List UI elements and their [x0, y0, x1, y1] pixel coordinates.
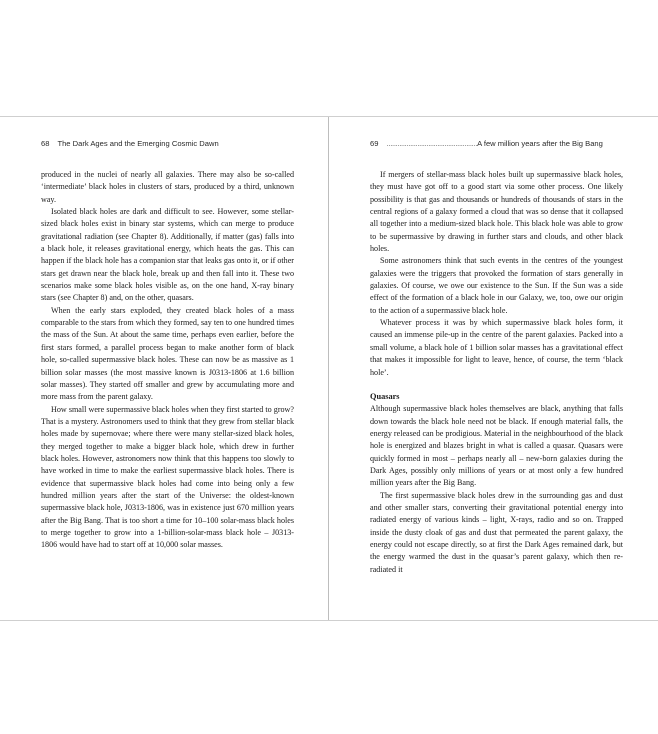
- running-head: The Dark Ages and the Emerging Cosmic Dawn: [57, 139, 219, 148]
- paragraph: How small were supermassive black holes when they first started to grow? That is a mystery. Astronomers used to think that they grew from stellar black holes made by supernovae; where there were many stellar-sized black holes, they merged together to make a bigger black hole, which drew in further black holes. However, astronomers now think that this happens too slowly to have worked in time to make the earliest supermassive black holes. There is evidence that supermassive black holes had come into being only a few hundred million years after the start of the Universe: the oldest-known supermassive black hole, J0313-1806, was in existence just 670 million years after the Big Bang. That is too short a time for 10–100 solar-mass black holes to merge together to grow into a 1-billion-solar-mass black hole – J0313-1806 would have had to start off at 10,000 solar masses.: [41, 404, 294, 550]
- left-page: [0, 117, 328, 620]
- running-head: A few million years after the Big Bang: [477, 139, 603, 148]
- page-number: 69: [370, 139, 379, 148]
- paragraph: Some astronomers think that such events in the centres of the youngest galaxies were the triggers that provoked the formation of stars generally in galaxies. Of course, we owe our existence to the Sun. If the Sun was a side effect of the formation of a black hole in our Galaxy, we, too, owe our origin to the action of a supermassive black hole.: [370, 256, 623, 315]
- paragraph: The first supermassive black holes drew in the surrounding gas and dust and other smaller stars, converting their gravitational potential energy into radiated energy of various kinds – light, X-rays, radio and so on. Trapped inside the dusty cloak of gas and dust that permeated the parent galaxy, the energy could not escape directly, so at first the Dark Ages remained dark, but the energy warmed the dust in the quasar’s parent galaxy, which then re-radiated it: [370, 490, 623, 574]
- book-spread: [0, 116, 658, 621]
- paragraph: Although supermassive black holes themselves are black, anything that falls down towards the black hole need not be black. If enough material falls, the energy released can be prodigious. Material in the neighbourhood of the black hole is energized and blazes bright in what is called a quasar. Quasars were quickly formed in most – perhaps nearly all – new-born galaxies during the Dark Ages, possibly only millions of years or at most only a few hundred million years after the Big Bang.: [370, 404, 623, 488]
- paragraph: When the early stars exploded, they created black holes of a mass comparable to the stars from which they formed, say ten to one hundred times the mass of the Sun. At about the same time, perhaps even earlier, before the first stars formed, a parallel process began to make another form of black hole, so-called supermassive black holes. These can now be as massive as 1 billion solar masses (the most massive known is J0313-1806 at 1.6 billion solar masses). They started off smaller and grew by accumulating more and more mass from the parent galaxy.: [41, 305, 294, 402]
- right-page-header: [370, 139, 603, 149]
- paragraph: Isolated black holes are dark and difficult to see. However, some stellar-sized black holes exist in binary star systems, which can merge to produce gravitational radiation (see Chapter 8). Additionally, if matter (gas) falls into a black hole, it releases gravitational energy, which heats the gas. This can happen if the black hole has a companion star that leaks gas onto it, or if other stars get drawn near the black hole, break up and then fall into it. These two scenarios make some black holes visible as, on the one hand, X-ray binary stars (see Chapter 8) and, on the other, quasars.: [41, 207, 294, 303]
- right-page: [329, 117, 658, 620]
- paragraph: produced in the nuclei of nearly all galaxies. There may also be so-called ‘intermediate’ black holes in clusters of stars, produced by a third, unknown way.: [41, 170, 294, 204]
- left-page-header: [41, 139, 219, 149]
- paragraph: If mergers of stellar-mass black holes built up supermassive black holes, they must have got off to a good start via some other process. One likely possibility is that gas and thousands or hundreds of thousands of stars in the central regions of a galaxy formed a cloud that was so dense that it collapsed all together into a medium-sized black hole. This black hole was able to grow to be supermassive by drawing in further stars and clouds, and other black holes.: [370, 170, 623, 254]
- page-number: 68: [41, 139, 50, 148]
- paragraph: Whatever process it was by which supermassive black holes form, it caused an immense pile-up in the centre of the parent galaxies. Packed into a small volume, a black hole of 1 billion solar masses has a gravitational effect that makes it impossible for light to leave, hence, of course, the term ‘black hole’.: [370, 318, 623, 377]
- right-page-body: [370, 169, 623, 576]
- header-leader-dots: ..................................................: [386, 139, 478, 148]
- section-heading: Quasars: [370, 391, 400, 401]
- left-page-body: [41, 169, 294, 552]
